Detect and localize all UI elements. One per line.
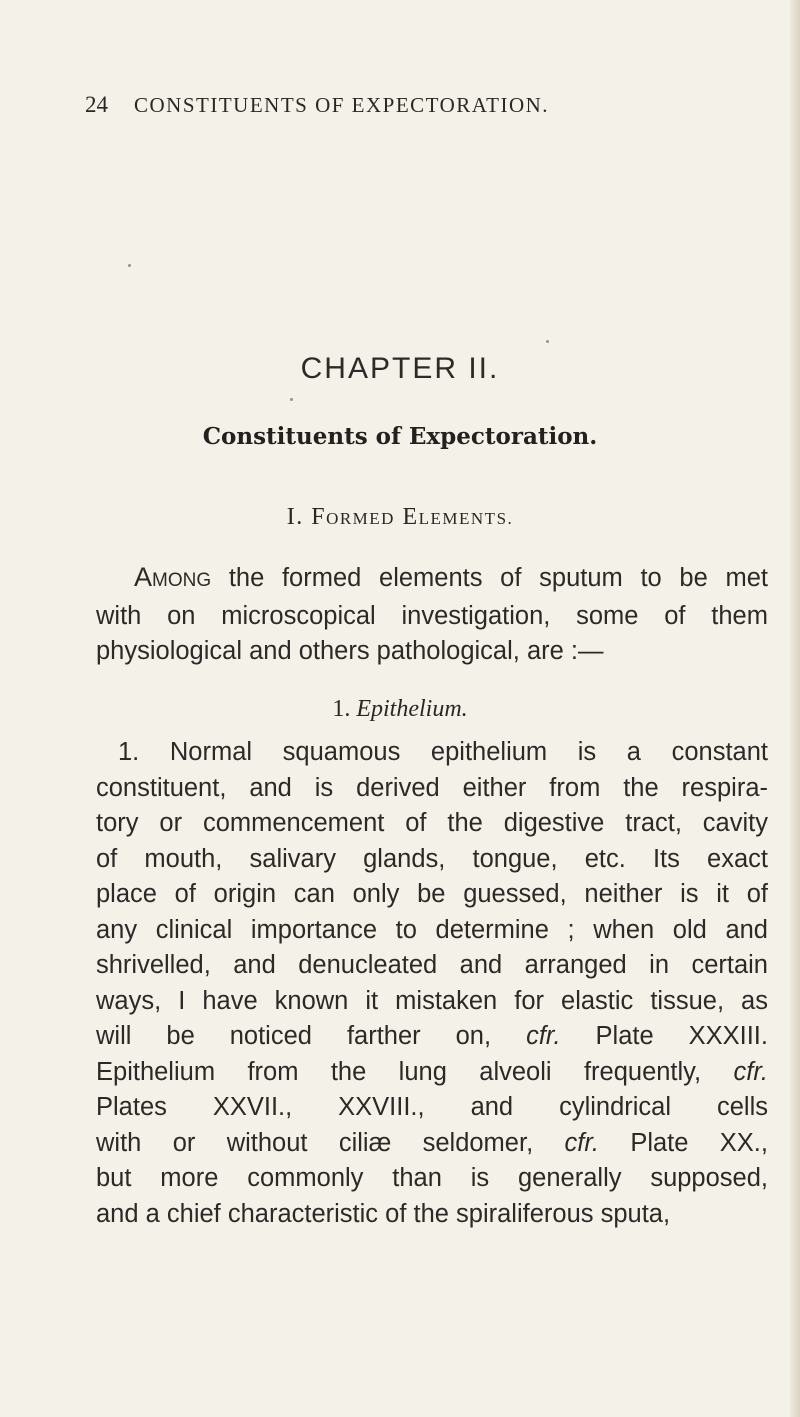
paragraph-line: shrivelled, and denucleated and arranged in certain xyxy=(96,951,768,979)
paper-speck xyxy=(546,340,549,343)
intro-lead-cap: A xyxy=(134,562,153,592)
cfr-abbrev: cfr. xyxy=(564,1128,599,1157)
paragraph-line: and a chief characteristic of the spiraliferous sputa, xyxy=(96,1199,671,1228)
intro-lead-small: MONG xyxy=(152,570,212,591)
running-head-title: CONSTITUENTS OF EXPECTORATION. xyxy=(134,93,550,117)
intro-line: physiological and others pathological, are :— xyxy=(96,637,604,665)
paragraph-line xyxy=(96,1055,768,1091)
paragraph-fragment: will be noticed farther on, xyxy=(96,1022,492,1050)
paragraph-line: Plates XXVII., XXVIII., and cylindrical cells xyxy=(96,1093,768,1121)
cfr-abbrev: cfr. xyxy=(733,1057,768,1086)
subsection-number: 1. xyxy=(332,696,351,722)
paragraph-line: of mouth, salivary glands, tongue, etc. Its exact xyxy=(96,844,768,873)
epithelium-paragraph xyxy=(96,735,768,1232)
page-number: 24 xyxy=(85,92,108,117)
paragraph-line xyxy=(96,1019,768,1055)
plate-reference: Plate XXXIII. xyxy=(595,1022,768,1050)
paragraph-line: any clinical importance to determine ; when old and xyxy=(96,915,768,944)
paragraph-fragment: with or without ciliæ seldomer, xyxy=(96,1128,534,1157)
plate-reference: Plate XX., xyxy=(630,1128,768,1157)
section-heading xyxy=(0,504,800,531)
paragraph-line: constituent, and is derived either from the respira- xyxy=(96,773,768,802)
section-word-1-initial: F xyxy=(311,504,327,530)
chapter-title: Constituents of Expectoration. xyxy=(202,423,598,450)
cfr-abbrev: cfr. xyxy=(526,1022,561,1050)
paragraph-line: but more commonly than is generally supposed, xyxy=(96,1164,768,1192)
paper-speck xyxy=(290,398,293,401)
paragraph-line: ways, I have known it mistaken for elastic tissue, as xyxy=(96,986,768,1015)
intro-line xyxy=(96,560,768,599)
paragraph-line: tory or commencement of the digestive tract, cavity xyxy=(96,809,768,837)
intro-paragraph xyxy=(96,560,768,670)
section-number: I. xyxy=(286,504,304,530)
section-word-2-rest: LEMENTS. xyxy=(418,509,514,528)
paragraph-line: 1. Normal squamous epithelium is a constant xyxy=(118,738,768,766)
section-word-1-rest: ORMED xyxy=(326,509,395,528)
paragraph-line: place of origin can only be guessed, neither is it of xyxy=(96,880,768,908)
subsection-heading xyxy=(0,696,800,723)
paragraph-fragment: Epithelium from the lung alveoli frequently, xyxy=(96,1057,702,1086)
chapter-heading: CHAPTER II. xyxy=(300,352,500,385)
intro-line: with on microscopical investigation, some of them xyxy=(96,601,768,630)
running-head xyxy=(85,92,645,118)
paragraph-line xyxy=(96,1126,768,1162)
intro-line-text: the formed elements of sputum to be met xyxy=(211,564,768,592)
subsection-title: Epithelium. xyxy=(356,696,468,722)
section-word-2-initial: E xyxy=(402,504,419,530)
paper-speck xyxy=(128,264,131,267)
